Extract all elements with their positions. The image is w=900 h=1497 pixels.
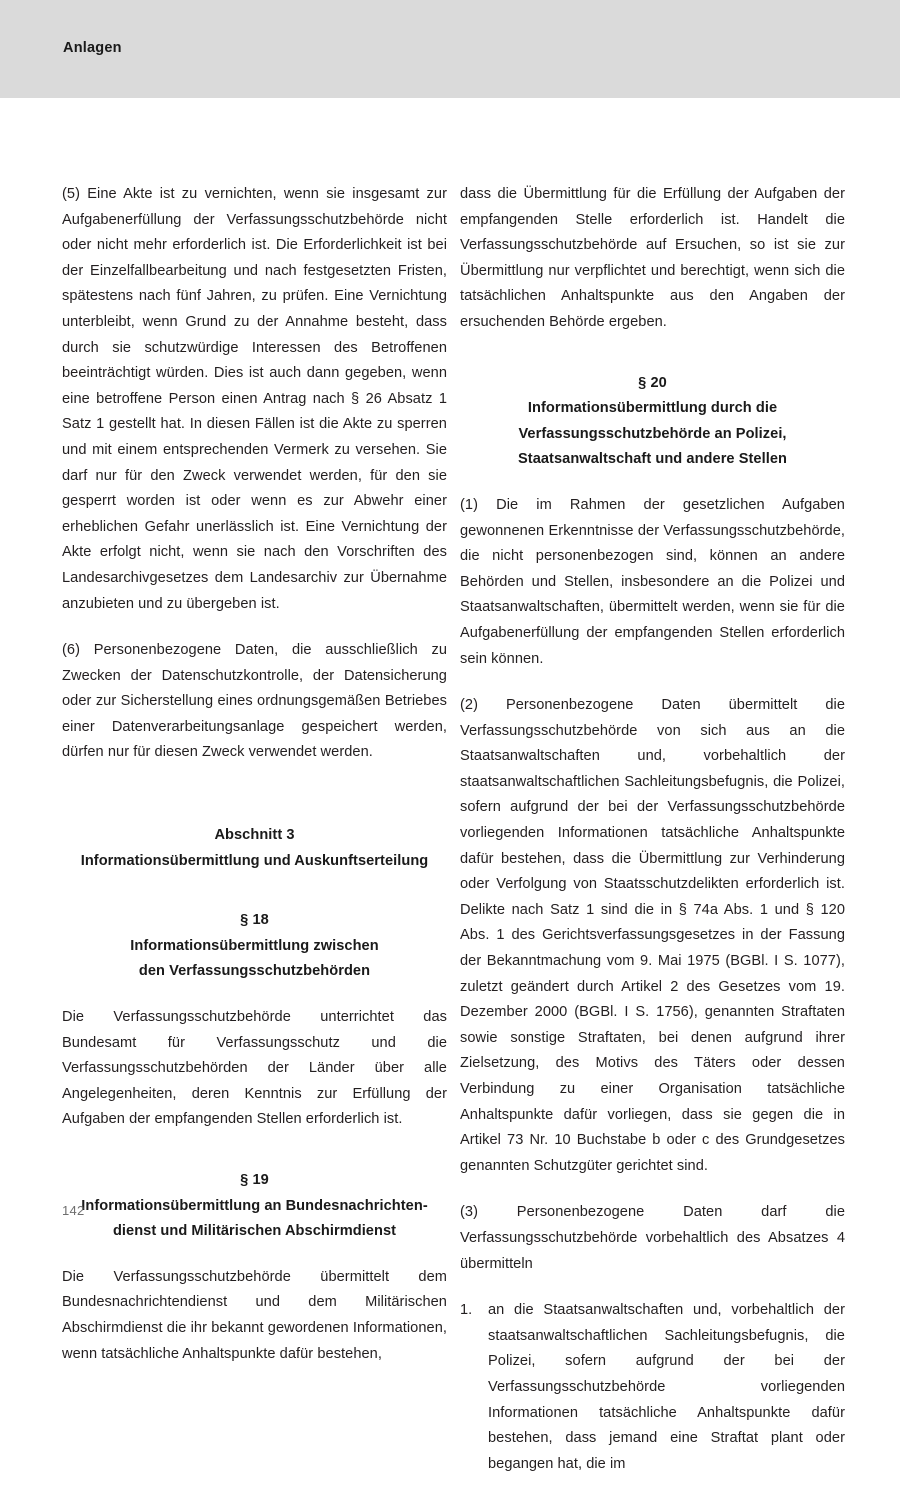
abschnitt-3-heading-line-2: Informationsübermittlung und Auskunftserteilung <box>80 852 429 869</box>
spacer <box>62 894 447 908</box>
abschnitt-3-heading <box>62 823 447 874</box>
paragraph-18-heading-line-3: den Verfassungsschutzbehörden <box>138 963 371 980</box>
paragraph-18-heading-number: § 18 <box>240 912 269 929</box>
paragraph-19-text: Die Verfassungsschutzbehörde übermittelt dem Bundesnachrichtendienst und dem Militärischen Abschirmdienst die ihr bekannt gewordenen Informationen, wenn tatsächliche Anhaltspunkte dafür bestehen, <box>62 1268 447 1362</box>
paragraph-20-subsection-2: (2) Personenbezogene Daten übermittelt die Verfassungsschutzbehörde von sich aus an die Staatsanwaltschaften und, vorbehaltlich der staatsanwaltschaftlichen Sachleitungsbefugnis, die Polizei, sofern aufgrund der bei der Verfassungsschutzbehörde vorliegenden Informationen tatsächliche Anhaltspunkte dafür bestehen, dass die Übermittlung zur Verhinderung oder Verfolgung von Staatsschutzdelikten erforderlich ist. Delikte nach Satz 1 sind die in § 74a Abs. 1 und § 120 Abs. 1 des Gerichtsverfassungsgesetzes in der Fassung der Bekanntmachung vom 9. Mai 1975 (BGBl. I S. 1077), zuletzt geändert durch Artikel 2 des Gesetzes vom 19. Dezember 2000 (BGBl. I S. 1756), genannten Straftaten sowie sonstige Straftaten, bei denen aufgrund ihrer Zielsetzung, des Motivs des Täters oder dessen Verbindung zu einer Organisation tatsächliche Anhaltspunkte dafür vorliegen, dass sie gegen die in Artikel 73 Nr. 10 Buchstabe b oder c des Grundgesetzes genannten Schutzgüter gerichtet sind. <box>460 697 845 1174</box>
abschnitt-3-heading-line-1: Abschnitt 3 <box>214 827 295 844</box>
paragraph-18-text: Die Verfassungsschutzbehörde unterrichtet das Bundesamt für Verfassungsschutz und die Verfassungsschutzbehörden der Länder über alle Angelegenheiten, deren Kenntnis zur Erfüllung der Aufgaben der empfangenden Stellen erforderlich ist. <box>62 1009 447 1128</box>
paragraph-5: (5) Eine Akte ist zu vernichten, wenn sie insgesamt zur Aufgabenerfüllung der Verfassungsschutzbehörde nicht oder nicht mehr erforderlich ist. Die Erforderlichkeit ist bei der Einzelfallbearbeitung und nach festgesetzten Fristen, spätestens nach fünf Jahren, zu prüfen. Eine Vernichtung unterbleibt, wenn Grund zu der Annahme besteht, dass durch sie schutzwürdige Interessen des Betroffenen beeinträchtigt würden. Dies ist auch dann gegeben, wenn eine betroffene Person einen Antrag nach § 26 Absatz 1 Satz 1 gestellt hat. In diesen Fällen ist die Akte zu sperren und mit einem entsprechenden Vermerk zu versehen. Sie darf nur für den Zweck verwendet werden, für den sie gesperrt worden ist oder wenn es zur Abwehr einer erheblichen Gefahr unerlässlich ist. Eine Vernichtung der Akte erfolgt nicht, wenn sie nach den Vorschriften des Landesarchivgesetzes dem Landesarchiv zur Übernahme anzubieten und zu übergeben ist. <box>62 186 447 612</box>
paragraph-20-heading <box>460 371 845 473</box>
spacer <box>460 357 845 371</box>
spacer <box>62 1154 447 1168</box>
paragraph-19-heading-number: § 19 <box>240 1172 269 1188</box>
paragraph-19-heading-line-2: Informationsübermittlung an Bundesnachrichten- <box>81 1197 428 1214</box>
paragraph-20-subsection-3-list <box>460 1298 845 1477</box>
list-item <box>460 1298 845 1477</box>
spacer <box>62 787 447 823</box>
page-number: 142 <box>62 1203 85 1218</box>
left-column <box>62 182 447 1367</box>
paragraph-18-heading <box>62 908 447 985</box>
paragraph-20-heading-line-4: Staatsanwaltschaft und andere Stellen <box>518 451 787 468</box>
list-item-text: an die Staatsanwaltschaften und, vorbehaltlich der staatsanwaltschaftlichen Sachleitungsbefugnis, die Polizei, sofern aufgrund der bei der Verfassungsschutzbehörde vorliegenden Informationen tatsächliche Anhaltspunkte dafür bestehen, dass jemand eine Straftat plant oder begangen hat, die im <box>488 1302 845 1472</box>
paragraph-20-heading-number: § 20 <box>638 374 667 391</box>
paragraph-20-subsection-1: (1) Die im Rahmen der gesetzlichen Aufgaben gewonnenen Erkenntnisse der Verfassungsschutzbehörde, die nicht personenbezogen sind, können an andere Behörden und Stellen, insbesondere an die Polizei und Staatsanwaltschaften, übermittelt werden, wenn sie für die Aufgabenerfüllung der empfangenden Stellen erforderlich sein können. <box>460 496 845 667</box>
paragraph-19-continuation: dass die Übermittlung für die Erfüllung der Aufgaben der empfangenden Stelle erforderlich ist. Handelt die Verfassungsschutzbehörde auf Ersuchen, so ist sie zur Übermittlung nur verpflichtet und berechtigt, wenn sich die tatsächlichen Anhaltspunkte aus den Angaben der ersuchenden Behörde ergeben. <box>460 186 845 330</box>
paragraph-20-subsection-3: (3) Personenbezogene Daten darf die Verfassungsschutzbehörde vorbehaltlich des Absatzes 4 übermitteln <box>460 1204 845 1272</box>
running-header-band <box>0 0 900 98</box>
paragraph-19-heading-line-3: dienst und Militärischen Abschirmdienst <box>112 1223 397 1240</box>
paragraph-20-heading-line-3: Verfassungsschutzbehörde an Polizei, <box>518 425 787 442</box>
right-column <box>460 182 845 1497</box>
paragraph-19-heading <box>62 1168 447 1245</box>
paragraph-20-heading-line-2: Informationsübermittlung durch die <box>527 400 778 417</box>
paragraph-6: (6) Personenbezogene Daten, die ausschließlich zu Zwecken der Datenschutzkontrolle, der Datensicherung oder zur Sicherstellung eines ordnungsgemäßen Betriebes einer Datenverarbeitungsanlage gespeichert werden, dürfen nur für diesen Zweck verwendet werden. <box>62 642 447 761</box>
paragraph-18-heading-line-2: Informationsübermittlung zwischen <box>130 937 379 954</box>
running-header-title: Anlagen <box>63 40 122 56</box>
list-item-marker: 1. <box>460 1302 473 1319</box>
